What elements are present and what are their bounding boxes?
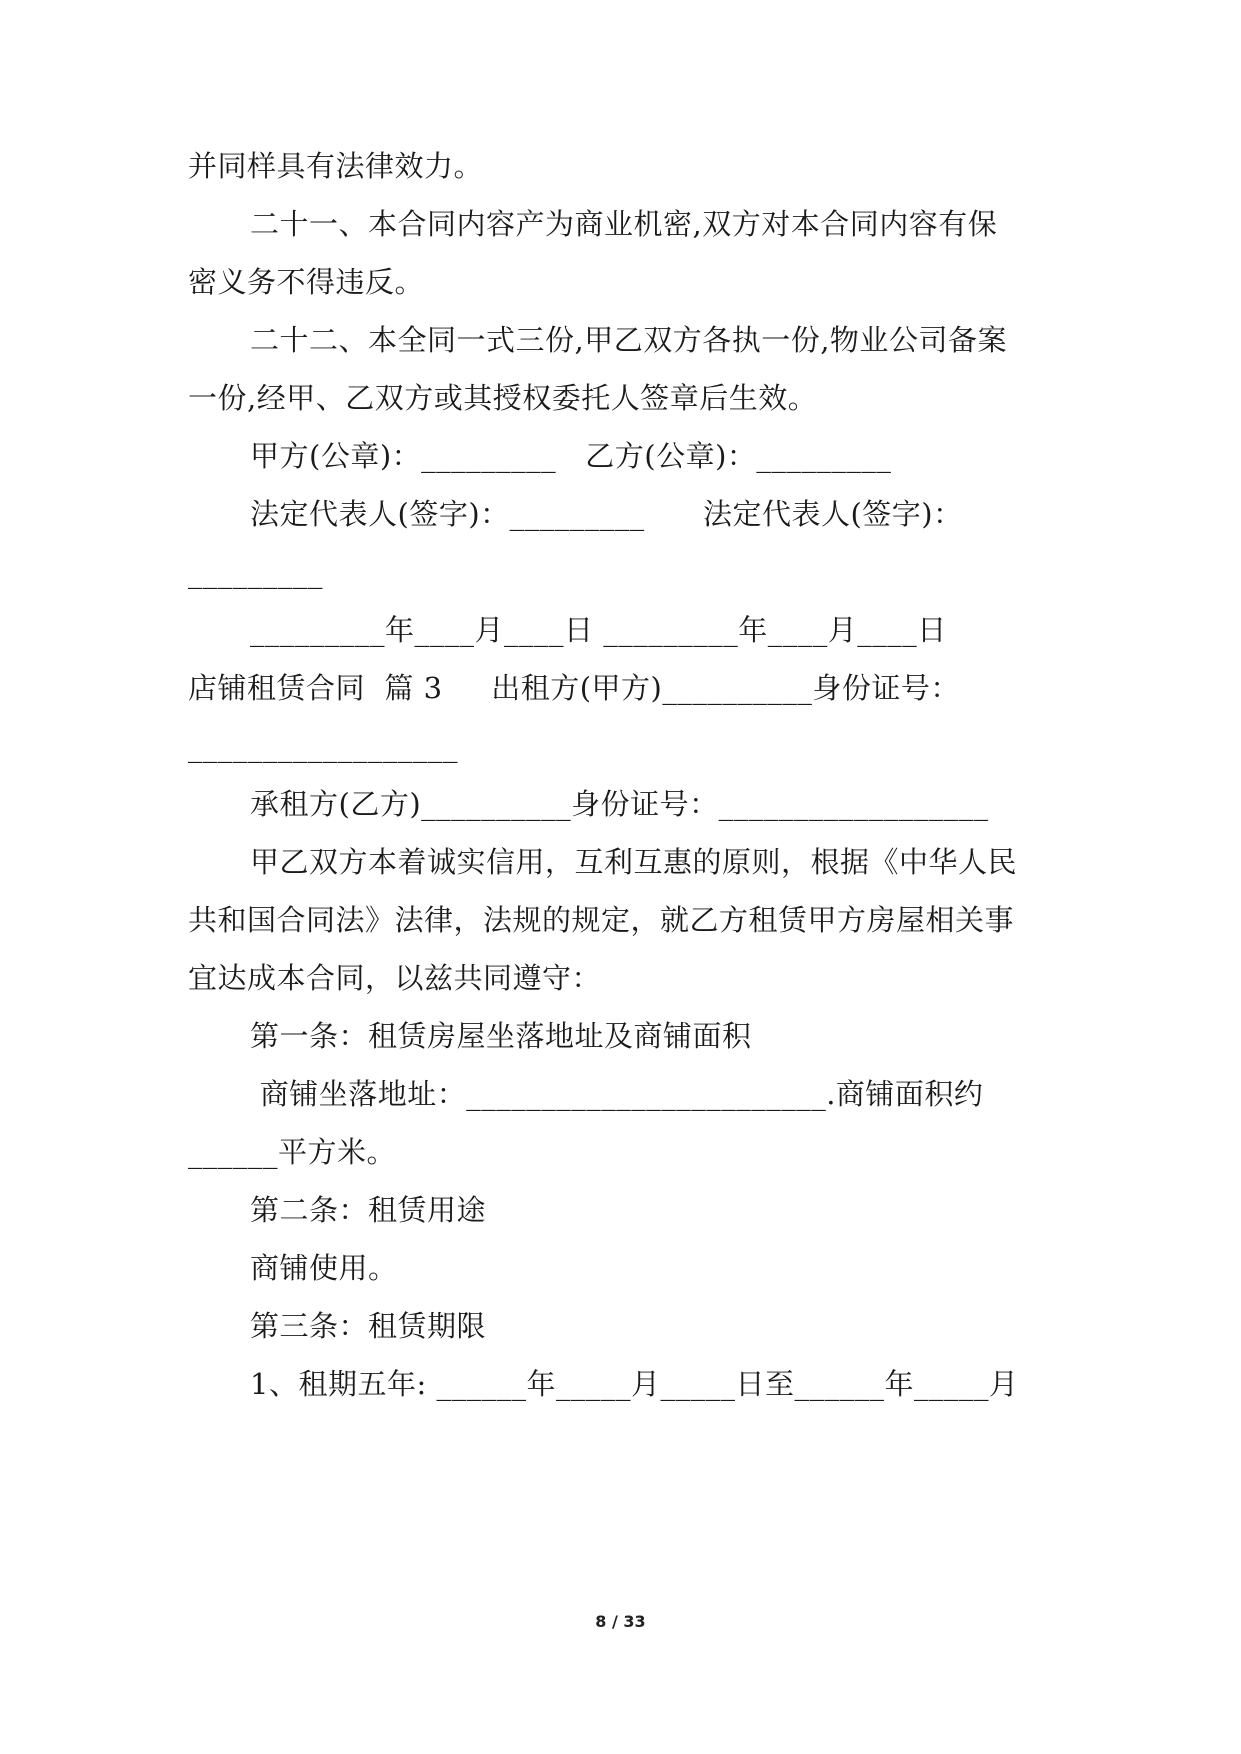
contract-heading-line: 店铺租赁合同 篇 3 出租方(甲方)__________身份证号：	[188, 671, 960, 705]
article-heading: 第二条：租赁用途	[250, 1193, 487, 1227]
text-line: 宜达成本合同，以兹共同遵守：	[188, 961, 602, 995]
text-line: 一份,经甲、乙双方或其授权委托人签章后生效。	[188, 381, 818, 415]
article-heading: 第三条：租赁期限	[250, 1309, 487, 1343]
text-line: 二十一、本合同内容产为商业机密,双方对本合同内容有保	[250, 207, 998, 241]
text-line: 密义务不得违反。	[188, 265, 425, 299]
text-line: 商铺坐落地址：________________________.商铺面积约	[250, 1077, 984, 1111]
date-line: _________年____月____日 _________年____月____日	[250, 613, 947, 647]
text-line: 共和国合同法》法律，法规的规定，就乙方租赁甲方房屋相关事	[188, 903, 1015, 937]
text-line: 甲乙双方本着诚实信用，互利互惠的原则，根据《中华人民	[250, 845, 1018, 879]
signature-line-representative: 法定代表人(签字)：_________ 法定代表人(签字)：	[250, 497, 963, 531]
signature-line-party: 甲方(公章)：_________ 乙方(公章)：_________	[250, 439, 892, 473]
text-line: ______平方米。	[188, 1135, 397, 1169]
page-number: 8 / 33	[595, 1612, 646, 1631]
lessee-line: 承租方(乙方)__________身份证号：__________________	[250, 787, 989, 821]
article-heading: 第一条：租赁房屋坐落地址及商铺面积	[250, 1019, 752, 1053]
text-line: 二十二、本全同一式三份,甲乙双方各执一份,物业公司备案	[250, 323, 1007, 357]
id-number-blank: __________________	[188, 729, 458, 763]
text-line: 商铺使用。	[250, 1251, 398, 1285]
text-line: 并同样具有法律效力。	[188, 149, 484, 183]
text-line: 1、租期五年: ______年_____月_____日至______年_____月	[250, 1367, 1019, 1401]
signature-blank: _________	[188, 555, 323, 589]
